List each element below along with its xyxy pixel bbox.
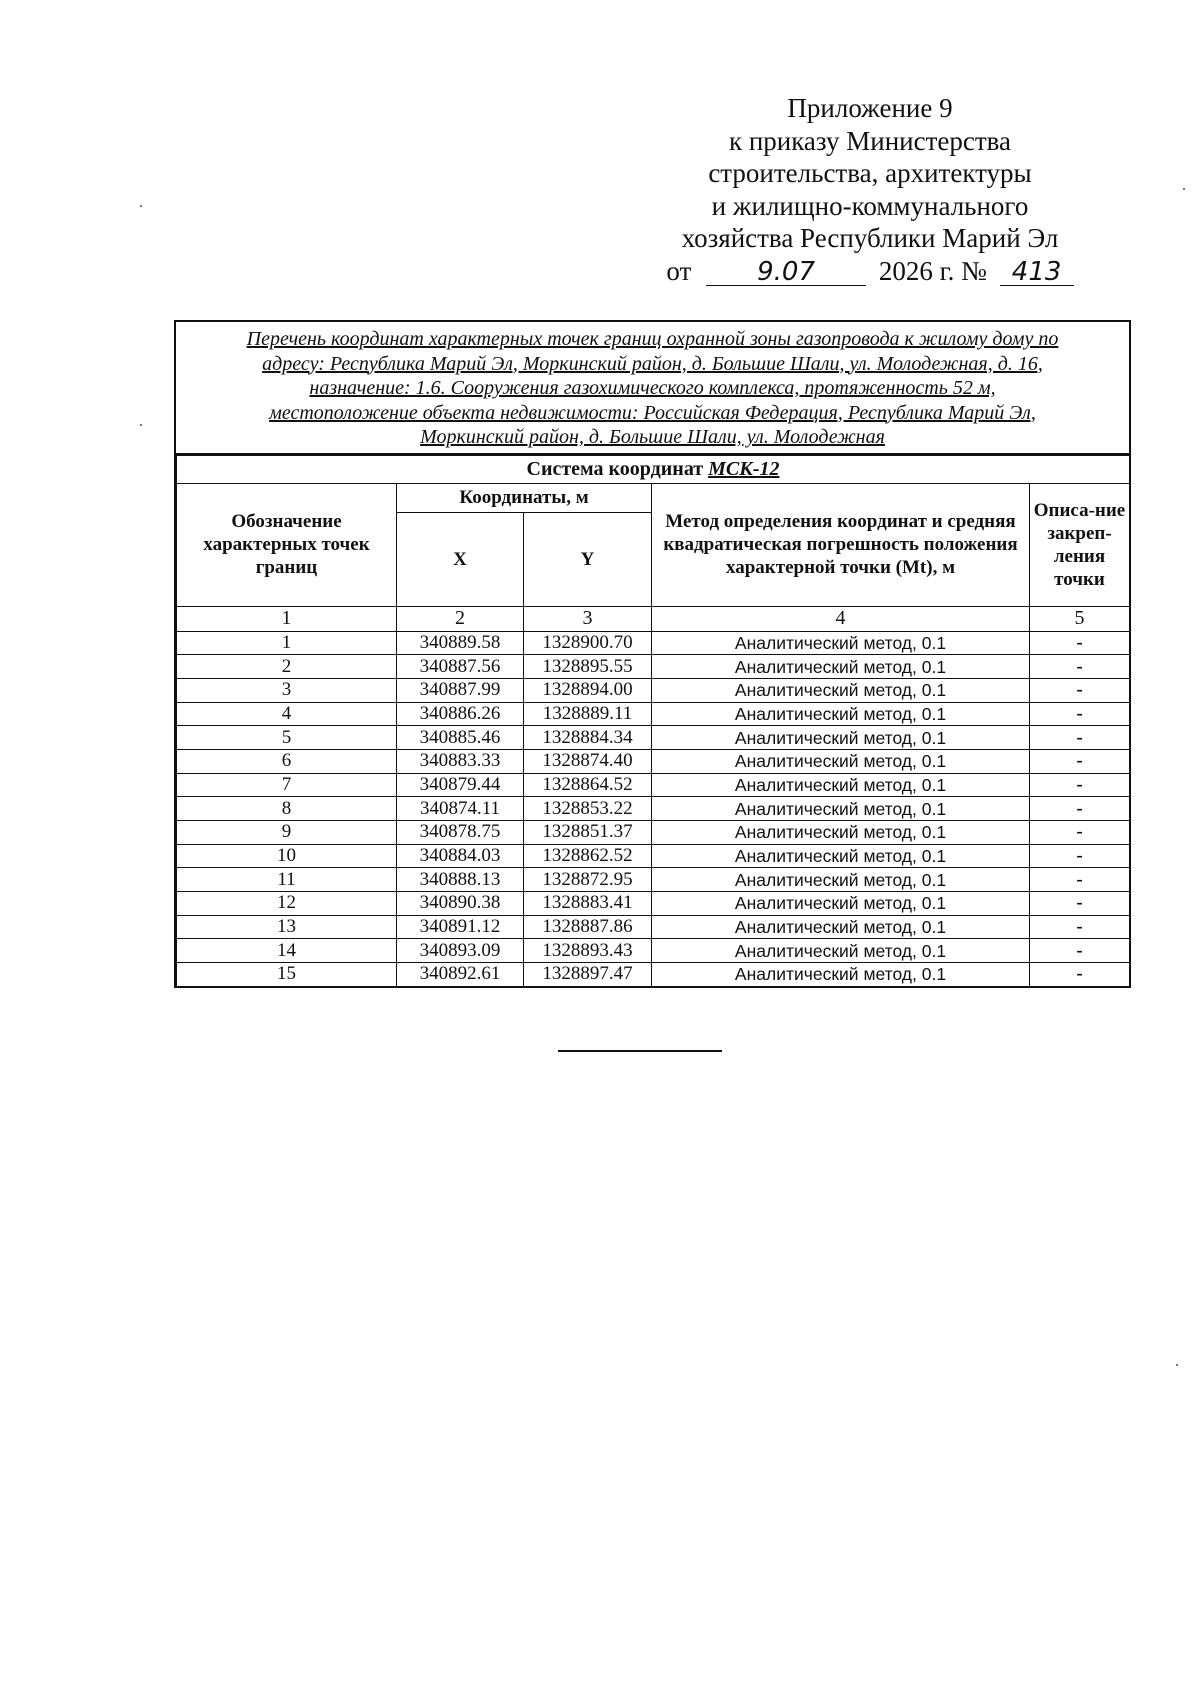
description-cell: - <box>1030 844 1130 868</box>
coordinates-table <box>176 455 1130 988</box>
description-cell: - <box>1030 963 1130 987</box>
x-coordinate-cell: 340889.58 <box>397 631 524 655</box>
method-cell: Аналитический метод, 0.1 <box>652 726 1030 750</box>
description-cell: - <box>1030 773 1130 797</box>
point-number-cell: 3 <box>177 678 397 702</box>
method-cell: Аналитический метод, 0.1 <box>652 963 1030 987</box>
description-cell: - <box>1030 939 1130 963</box>
description-cell: - <box>1030 726 1130 750</box>
description-cell: - <box>1030 892 1130 916</box>
y-coordinate-cell: 1328889.11 <box>524 702 652 726</box>
table-row <box>177 963 1130 987</box>
header-line: хозяйства Республики Марий Эл <box>681 223 1059 253</box>
coordinate-system-label: Система координат <box>526 457 704 480</box>
point-number-cell: 9 <box>177 821 397 845</box>
x-coordinate-cell: 340885.46 <box>397 726 524 750</box>
description-cell: - <box>1030 797 1130 821</box>
y-coordinate-cell: 1328895.55 <box>524 655 652 679</box>
y-coordinate-cell: 1328851.37 <box>524 821 652 845</box>
x-coordinate-cell: 340892.61 <box>397 963 524 987</box>
y-coordinate-cell: 1328883.41 <box>524 892 652 916</box>
method-cell: Аналитический метод, 0.1 <box>652 939 1030 963</box>
x-coordinate-cell: 340878.75 <box>397 821 524 845</box>
table-row <box>177 915 1130 939</box>
method-cell: Аналитический метод, 0.1 <box>652 892 1030 916</box>
point-number-cell: 11 <box>177 868 397 892</box>
point-number-cell: 12 <box>177 892 397 916</box>
header-description: Описа-ние закреп-ления точки <box>1030 483 1130 606</box>
y-coordinate-cell: 1328872.95 <box>524 868 652 892</box>
column-number: 1 <box>177 606 397 631</box>
x-coordinate-cell: 340874.11 <box>397 797 524 821</box>
table-row <box>177 655 1130 679</box>
column-number: 2 <box>397 606 524 631</box>
header-line: и жилищно-коммунального <box>711 190 1029 221</box>
x-coordinate-cell: 340890.38 <box>397 892 524 916</box>
year-text: 2026 г. № <box>878 255 987 286</box>
description-cell: - <box>1030 868 1130 892</box>
point-number-cell: 7 <box>177 773 397 797</box>
y-coordinate-cell: 1328893.43 <box>524 939 652 963</box>
point-number-cell: 4 <box>177 702 397 726</box>
column-number-row <box>177 606 1130 631</box>
point-number-cell: 5 <box>177 726 397 750</box>
table-row <box>177 868 1130 892</box>
x-coordinate-cell: 340883.33 <box>397 749 524 773</box>
y-coordinate-cell: 1328894.00 <box>524 678 652 702</box>
method-cell: Аналитический метод, 0.1 <box>652 631 1030 655</box>
title-line: адресу: Республика Марий Эл, Моркинский район, д. Большие Шали, ул. Молодежная, д. 16, <box>262 352 1043 375</box>
y-coordinate-cell: 1328884.34 <box>524 726 652 750</box>
description-cell: - <box>1030 702 1130 726</box>
x-coordinate-cell: 340879.44 <box>397 773 524 797</box>
title-line: местоположение объекта недвижимости: Российская Федерация, Республика Марий Эл, <box>269 401 1036 424</box>
date-prefix: от <box>666 255 692 286</box>
header-line: к приказу Министерства <box>728 125 1012 156</box>
method-cell: Аналитический метод, 0.1 <box>652 749 1030 773</box>
x-coordinate-cell: 340887.99 <box>397 678 524 702</box>
coordinate-system-row <box>177 455 1130 483</box>
table-row <box>177 939 1130 963</box>
appendix-header <box>640 92 1100 287</box>
description-cell: - <box>1030 915 1130 939</box>
x-coordinate-cell: 340887.56 <box>397 655 524 679</box>
header-line: строительства, архитектуры <box>708 158 1032 188</box>
method-cell: Аналитический метод, 0.1 <box>652 655 1030 679</box>
method-cell: Аналитический метод, 0.1 <box>652 797 1030 821</box>
point-number-cell: 8 <box>177 797 397 821</box>
description-cell: - <box>1030 749 1130 773</box>
table-row <box>177 726 1130 750</box>
coordinate-system-value: МСК-12 <box>708 457 780 480</box>
title-line: Перечень координат характерных точек границ охранной зоны газопровода к жилому дому по <box>246 328 1059 350</box>
header-x: X <box>397 512 524 606</box>
x-coordinate-cell: 340893.09 <box>397 939 524 963</box>
method-cell: Аналитический метод, 0.1 <box>652 915 1030 939</box>
method-cell: Аналитический метод, 0.1 <box>652 702 1030 726</box>
y-coordinate-cell: 1328853.22 <box>524 797 652 821</box>
header-line: Приложение 9 <box>787 93 953 123</box>
x-coordinate-cell: 340891.12 <box>397 915 524 939</box>
method-cell: Аналитический метод, 0.1 <box>652 868 1030 892</box>
handwritten-date: 9.07 <box>706 259 866 286</box>
header-row <box>177 483 1130 512</box>
column-number: 3 <box>524 606 652 631</box>
point-number-cell: 6 <box>177 749 397 773</box>
description-cell: - <box>1030 678 1130 702</box>
scan-speck <box>1183 188 1185 190</box>
description-cell: - <box>1030 631 1130 655</box>
y-coordinate-cell: 1328864.52 <box>524 773 652 797</box>
table-row <box>177 797 1130 821</box>
handwritten-order-number: 413 <box>1000 259 1074 286</box>
scan-speck <box>140 205 142 207</box>
header-points: Обозначение характерных точек границ <box>177 483 397 606</box>
method-cell: Аналитический метод, 0.1 <box>652 678 1030 702</box>
y-coordinate-cell: 1328900.70 <box>524 631 652 655</box>
scan-speck <box>140 424 142 426</box>
y-coordinate-cell: 1328862.52 <box>524 844 652 868</box>
method-cell: Аналитический метод, 0.1 <box>652 773 1030 797</box>
table-row <box>177 892 1130 916</box>
table-title <box>176 322 1129 455</box>
column-number: 4 <box>652 606 1030 631</box>
title-line: Моркинский район, д. Большие Шали, ул. Молодежная <box>420 426 885 448</box>
coordinate-system-cell <box>177 455 1130 483</box>
table-row <box>177 844 1130 868</box>
method-cell: Аналитический метод, 0.1 <box>652 844 1030 868</box>
y-coordinate-cell: 1328887.86 <box>524 915 652 939</box>
x-coordinate-cell: 340884.03 <box>397 844 524 868</box>
table-row <box>177 678 1130 702</box>
table-row <box>177 631 1130 655</box>
order-date-line <box>640 255 1100 288</box>
table-row <box>177 821 1130 845</box>
y-coordinate-cell: 1328874.40 <box>524 749 652 773</box>
point-number-cell: 2 <box>177 655 397 679</box>
point-number-cell: 10 <box>177 844 397 868</box>
column-number: 5 <box>1030 606 1130 631</box>
point-number-cell: 13 <box>177 915 397 939</box>
point-number-cell: 14 <box>177 939 397 963</box>
method-cell: Аналитический метод, 0.1 <box>652 821 1030 845</box>
description-cell: - <box>1030 821 1130 845</box>
table-row <box>177 702 1130 726</box>
coordinates-table-box <box>174 320 1131 988</box>
scan-speck <box>1176 1364 1178 1366</box>
table-row <box>177 773 1130 797</box>
end-divider <box>558 1050 722 1052</box>
point-number-cell: 15 <box>177 963 397 987</box>
x-coordinate-cell: 340888.13 <box>397 868 524 892</box>
point-number-cell: 1 <box>177 631 397 655</box>
title-line: назначение: 1.6. Сооружения газохимического комплекса, протяженность 52 м, <box>309 377 996 399</box>
description-cell: - <box>1030 655 1130 679</box>
x-coordinate-cell: 340886.26 <box>397 702 524 726</box>
y-coordinate-cell: 1328897.47 <box>524 963 652 987</box>
header-y: Y <box>524 512 652 606</box>
header-coords: Координаты, м <box>397 483 652 512</box>
header-method: Метод определения координат и средняя квадратическая погрешность положения характерной точки (Mt), м <box>652 483 1030 606</box>
table-row <box>177 749 1130 773</box>
